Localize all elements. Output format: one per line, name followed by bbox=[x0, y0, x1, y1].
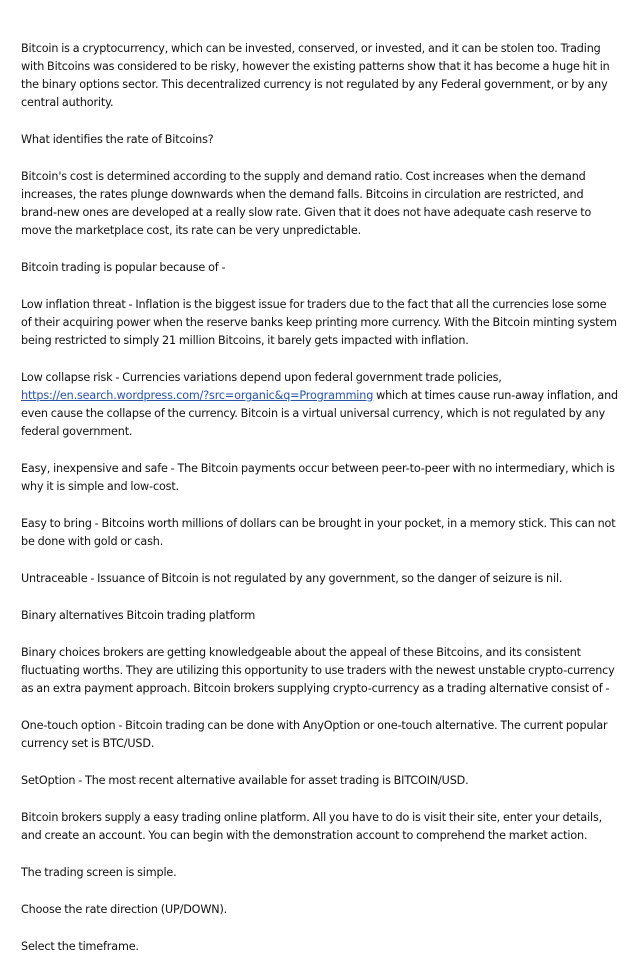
paragraph-cost: Bitcoin's cost is determined according to the supply and demand ratio. Cost increases when the demand increases, the rates plunge downwards when the demand falls. Bitcoins in circulation are restricted, and brand-new ones are developed at a really slow rate. Given that it does not have adequate cash reserve to move the marketplace cost, its rate can be very unpredictable. bbox=[21, 170, 592, 237]
programming-link[interactable]: https://en.search.wordpress.com/?src=organic&q=Programming bbox=[21, 389, 374, 402]
paragraph-online-platform: Bitcoin brokers supply a easy trading online platform. All you have to do is visit their site, enter your details, and create an account. You can begin with the demonstration account to comprehend the market action. bbox=[21, 811, 603, 842]
paragraph-collapse bbox=[21, 369, 618, 441]
paragraph-easy-bring: Easy to bring - Bitcoins worth millions of dollars can be brought in your pocket, in a memory stick. This can not be done with gold or cash. bbox=[21, 517, 616, 548]
paragraph-popular: Bitcoin trading is popular because of - bbox=[21, 261, 226, 274]
collapse-text-after: which at times cause run-away inflation, and even cause the collapse of the currency. Bitcoin is a virtual universal currency, which is not regulated by any federal government. bbox=[21, 389, 618, 438]
paragraph-brokers: Binary choices brokers are getting knowledgeable about the appeal of these Bitcoins, and its consistent fluctuating worths. They are utilizing this opportunity to use traders with the newest unstable crypto-currency as an extra payment approach. Bitcoin brokers supplying crypto-currency as a trading alternative consist of - bbox=[21, 646, 615, 695]
collapse-text-before: Low collapse risk - Currencies variations depend upon federal government trade policies, bbox=[21, 371, 502, 384]
paragraph-rate-question: What identifies the rate of Bitcoins? bbox=[21, 133, 214, 146]
paragraph-setoption: SetOption - The most recent alternative available for asset trading is BITCOIN/USD. bbox=[21, 774, 469, 787]
paragraph-intro: Bitcoin is a cryptocurrency, which can be invested, conserved, or invested, and it can be stolen too. Trading with Bitcoins was considered to be risky, however the existing patterns show that it has become a huge hit in the binary options sector. This decentralized currency is not regulated by any Federal government, or by any central authority. bbox=[21, 42, 610, 109]
paragraph-trading-screen: The trading screen is simple. bbox=[21, 866, 177, 879]
paragraph-platform-heading: Binary alternatives Bitcoin trading platform bbox=[21, 609, 256, 622]
paragraph-untraceable: Untraceable - Issuance of Bitcoin is not regulated by any government, so the danger of seizure is nil. bbox=[21, 572, 563, 585]
paragraph-one-touch: One-touch option - Bitcoin trading can be done with AnyOption or one-touch alternative. The current popular currency set is BTC/USD. bbox=[21, 719, 608, 750]
paragraph-timeframe: Select the timeframe. bbox=[21, 940, 139, 953]
paragraph-easy-safe: Easy, inexpensive and safe - The Bitcoin payments occur between peer-to-peer with no intermediary, which is why it is simple and low-cost. bbox=[21, 462, 615, 493]
paragraph-rate-direction: Choose the rate direction (UP/DOWN). bbox=[21, 903, 228, 916]
paragraph-inflation: Low inflation threat - Inflation is the biggest issue for traders due to the fact that all the currencies lose some of their acquiring power when the reserve banks keep printing more currency. With the Bitcoin minting system being restricted to simply 21 million Bitcoins, it barely gets impacted with inflation. bbox=[21, 298, 617, 347]
